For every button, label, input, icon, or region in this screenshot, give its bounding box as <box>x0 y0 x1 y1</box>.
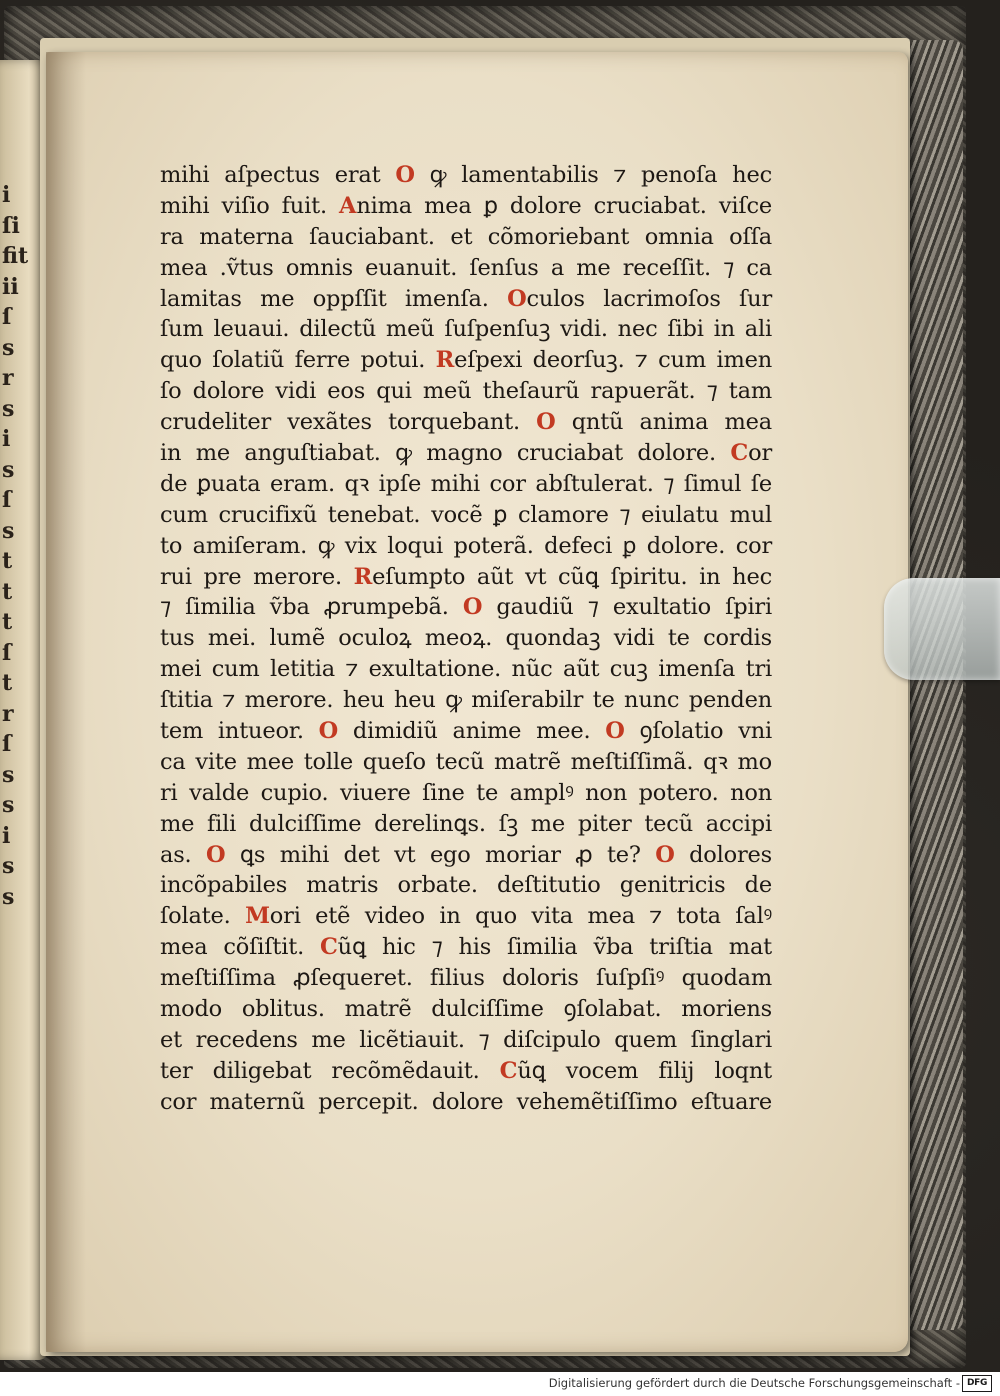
left-fragment: ſ <box>2 731 12 757</box>
text-line <box>160 840 772 871</box>
rubricated-initial: M <box>245 903 270 930</box>
text-line <box>160 994 772 1025</box>
text-segment: ũꝗ vocem filij loqnt <box>517 1057 772 1084</box>
text-line <box>160 160 772 191</box>
text-segment: lamitas me oppſſit imenſa. <box>160 285 508 312</box>
text-line <box>160 901 772 932</box>
text-line <box>160 932 772 963</box>
text-segment: me fili dulciſſime derelinꝗs. ſꝫ me piter tecũ accipi <box>160 810 772 837</box>
text-line <box>160 963 772 994</box>
dfg-logo: DFG <box>962 1375 992 1392</box>
rubricated-initial: O <box>655 841 675 868</box>
rubricated-initial: A <box>339 192 357 219</box>
text-segment: to amiſeram. ꝙ vix loqui poterã. defeci ꝑ dolore. cor <box>160 532 772 559</box>
text-segment: mea cõſiſtit. <box>160 934 320 961</box>
left-fragment: s <box>2 761 15 788</box>
left-fragment: ſ <box>2 639 12 666</box>
rubricated-initial: O <box>536 409 556 436</box>
rubricated-initial: C <box>499 1057 518 1084</box>
text-segment: crudeliter vexãtes torquebant. <box>160 409 537 436</box>
text-line <box>160 345 772 376</box>
left-fragment: i <box>2 822 11 849</box>
text-line <box>160 500 772 531</box>
text-line <box>160 809 772 840</box>
rubricated-initial: R <box>435 347 455 374</box>
text-segment: ſolate. <box>160 903 246 930</box>
text-line <box>160 870 772 901</box>
text-line <box>160 191 772 222</box>
rubricated-initial: O <box>462 594 483 621</box>
incunable-text-block <box>160 160 772 1118</box>
text-segment: modo oblitus. matrẽ dulciſſime ꝯſolabat. moriens <box>160 996 772 1023</box>
left-fragment: t <box>2 578 13 605</box>
text-segment: ꝙ lamentabilis ⁊ penoſa hec <box>414 162 772 188</box>
text-segment: mihi aſpectus erat <box>160 162 396 188</box>
text-segment: ra materna ſauciabant. et cõmoriebant omnia oſſa <box>160 223 772 250</box>
left-fragment: t <box>2 609 13 635</box>
text-segment: ſo dolore vidi eos qui meũ theſaurũ rapuerãt. ⁊ tam <box>160 378 772 405</box>
text-line <box>160 747 772 778</box>
left-fragment: ii <box>2 273 19 300</box>
rubricated-initial: O <box>395 162 415 188</box>
text-line <box>160 284 772 315</box>
text-segment: cor maternũ percepit. dolore vehemẽtiſſimo eſtuare <box>160 1088 772 1115</box>
text-segment: cum crucifixũ tenebat. vocẽ ꝑ clamore ⁊ eiulatu mul <box>160 501 772 528</box>
text-segment: eſumpto aũt vt cũꝗ ſpiritu. in hec <box>372 563 772 590</box>
left-page-text-fragments <box>2 180 29 912</box>
text-segment: nima mea ꝑ dolore cruciabat. viſce <box>356 192 772 219</box>
left-fragment: s <box>2 456 15 483</box>
text-segment: rui pre merore. <box>160 563 354 590</box>
text-segment: ſum leuaui. dilectũ meũ ſuſpenſuꝫ vidi. nec ſibi in ali <box>160 316 772 343</box>
left-fragment: s <box>2 395 15 422</box>
rubricated-initial: O <box>507 285 527 312</box>
left-fragment: s <box>2 883 15 910</box>
left-fragment: r <box>2 700 14 727</box>
text-segment: ori etẽ video in quo vita mea ⁊ tota ſalꝰ <box>269 903 773 930</box>
text-segment: ca vite mee tolle queſo tecũ matrẽ meſtiſſimã. qꝛ mo <box>160 748 772 775</box>
text-line <box>160 685 772 716</box>
rubricated-initial: C <box>319 934 338 961</box>
text-segment: ter diligebat recõmẽdauit. <box>160 1057 500 1084</box>
left-fragment: s <box>2 792 15 818</box>
text-line <box>160 778 772 809</box>
text-line <box>160 222 772 253</box>
text-segment: or <box>748 440 772 467</box>
text-segment: ũꝗ hic ⁊ his ſimilia ṽba triſtia mat <box>337 934 773 961</box>
text-segment: mihi viſio fuit. <box>160 192 340 219</box>
left-fragment: i <box>2 182 11 208</box>
text-line <box>160 1025 772 1056</box>
text-line <box>160 1056 772 1087</box>
digitization-credit: Digitalisierung gefördert durch die Deutsche Forschungsgemeinschaft - <box>548 1376 960 1390</box>
text-segment: tem intueor. <box>160 718 319 745</box>
text-line <box>160 314 772 345</box>
text-line <box>160 654 772 685</box>
text-line <box>160 716 772 747</box>
left-fragment: ſ <box>2 487 12 513</box>
text-segment: incõpabiles matris orbate. deſtitutio genitricis de <box>160 872 772 899</box>
text-segment: in me anguſtiabat. ꝙ magno cruciabat dolore. <box>160 440 731 467</box>
text-line <box>160 469 772 500</box>
left-fragment: i <box>2 426 11 452</box>
text-line <box>160 1087 772 1118</box>
rubricated-initial: O <box>605 718 625 745</box>
text-segment: et recedens me licẽtiauit. ⁊ diſcipulo quem ſinglari <box>160 1026 772 1053</box>
rubricated-initial: R <box>353 563 373 590</box>
gutter-shadow <box>46 52 86 1352</box>
text-segment: as. <box>160 841 206 868</box>
text-segment: mea .ṽtus omnis euanuit. ſenſus a me receſſit. ⁊ ca <box>160 254 772 281</box>
text-segment: ꝯſolatio vni <box>624 718 773 745</box>
text-segment: ſtitia ⁊ merore. heu heu ꝙ miſerabilr te nunc penden <box>160 687 772 714</box>
left-fragment: s <box>2 517 15 544</box>
left-fragment: ſ <box>2 304 12 330</box>
text-segment: ꝗs mihi det vt ego moriar ꝓ te? <box>225 841 656 868</box>
text-segment: meſtiſſima ꝓſequeret. filius doloris ſuſpſiꝰ quodam <box>160 965 772 992</box>
text-segment: quo ſolatiũ ferre potui. <box>160 347 436 374</box>
text-segment: dolores <box>674 841 772 868</box>
text-segment: qntũ anima mea <box>555 409 772 436</box>
left-fragment: r <box>2 365 14 391</box>
text-segment: dimidiũ anime mee. <box>338 718 606 745</box>
left-fragment: ſi <box>2 212 20 239</box>
glass-page-weight <box>884 578 1000 680</box>
rubricated-initial: C <box>730 440 749 467</box>
text-line <box>160 438 772 469</box>
text-line <box>160 531 772 562</box>
text-segment: culos lacrimoſos ſur <box>526 285 773 312</box>
left-fragment: fit <box>2 243 29 269</box>
text-segment: eſpexi deorſuꝫ. ⁊ cum imen <box>454 347 772 374</box>
rubricated-initial: O <box>318 718 339 745</box>
text-segment: tus mei. lumẽ oculoꝝ meoꝝ. quondaꝫ vidi te cordis <box>160 625 772 652</box>
text-segment: mei cum letitia ⁊ exultatione. nũc aũt cuꝫ imenſa tri <box>160 656 772 683</box>
text-segment: de ꝑuata eram. qꝛ ipſe mihi cor abſtulerat. ⁊ ſimul ſe <box>160 470 772 497</box>
left-fragment: t <box>2 548 13 574</box>
left-fragment: s <box>2 334 15 361</box>
text-segment: ri valde cupio. viuere ſine te amplꝰ non potero. non <box>160 779 772 806</box>
text-line <box>160 407 772 438</box>
text-segment: gaudiũ ⁊ exultatio ſpiri <box>482 594 772 621</box>
rubricated-initial: O <box>205 841 226 868</box>
left-fragment: s <box>2 853 15 879</box>
text-line <box>160 592 772 623</box>
left-fragment: t <box>2 670 13 696</box>
text-line <box>160 562 772 593</box>
text-line <box>160 253 772 284</box>
text-line <box>160 623 772 654</box>
text-line <box>160 376 772 407</box>
cover-edge <box>905 40 963 1330</box>
text-segment: ⁊ ſimilia ṽba ꝓrumpebã. <box>160 594 463 621</box>
